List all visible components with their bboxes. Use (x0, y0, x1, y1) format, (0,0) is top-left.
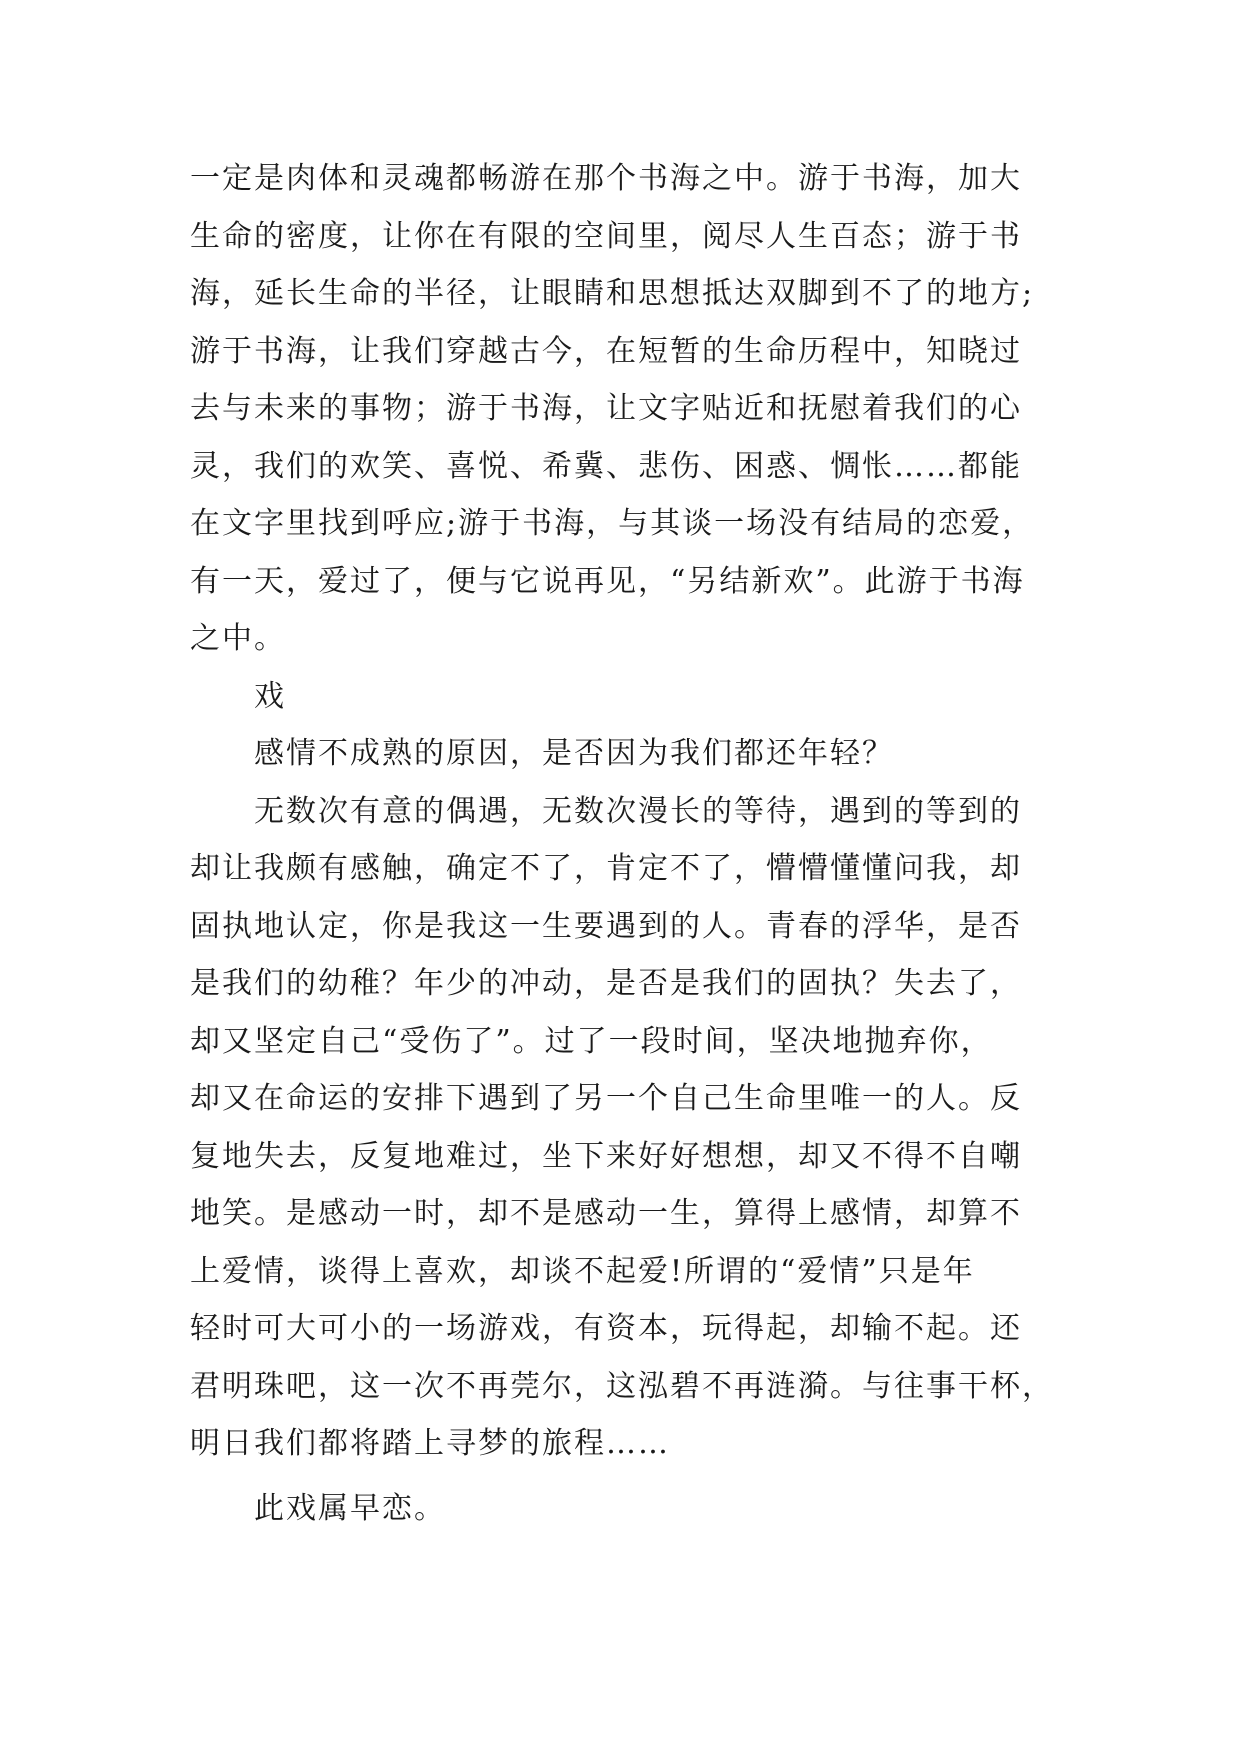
text-line: 在文字里找到呼应;游于书海，与其谈一场没有结局的恋爱， (190, 506, 1035, 541)
body-text (190, 150, 1070, 1537)
text-line: 上爱情，谈得上喜欢，却谈不起爱!所谓的“爱情”只是年 (190, 1253, 975, 1289)
text-line: 一定是肉体和灵魂都畅游在那个书海之中。游于书海，加大 (190, 161, 1022, 196)
paragraph-start: 无数次有意的偶遇，无数次漫长的等待，遇到的等到的 (254, 793, 1022, 829)
text-line: 游于书海，让我们穿越古今，在短暂的生命历程中，知晓过 (190, 333, 1022, 369)
text-line: 复地失去，反复地难过，坐下来好好想想，却又不得不自嘲 (190, 1138, 1022, 1174)
text-line: 却又在命运的安排下遇到了另一个自己生命里唯一的人。反 (190, 1081, 1022, 1116)
text-line: 轻时可大可小的一场游戏，有资本，玩得起，却输不起。还 (190, 1311, 1022, 1346)
text-line: 却又坚定自己“受伤了”。过了一段时间，坚决地抛弃你， (190, 1023, 993, 1059)
text-line: 是我们的幼稚？年少的冲动，是否是我们的固执？失去了， (190, 966, 1022, 1001)
text-line: 去与未来的事物；游于书海，让文字贴近和抚慰着我们的心 (190, 391, 1022, 426)
text-line: 固执地认定，你是我这一生要遇到的人。青春的浮华，是否 (190, 908, 1022, 944)
text-line: 君明珠吧，这一次不再莞尔，这泓碧不再涟漪。与往事干杯， (190, 1368, 1054, 1404)
text-line: 有一天，爱过了，便与它说再见，“另结新欢”。此游于书海 (190, 563, 1025, 599)
text-line: 地笑。是感动一时，却不是感动一生，算得上感情，却算不 (190, 1196, 1022, 1231)
text-line: 之中。 (190, 621, 286, 656)
text-line: 却让我颇有感触，确定不了，肯定不了，懵懵懂懂问我，却 (190, 851, 1022, 886)
text-line: 明日我们都将踏上寻梦的旅程…… (190, 1426, 670, 1461)
paragraph-start: 感情不成熟的原因，是否因为我们都还年轻？ (254, 736, 894, 771)
text-line: 灵，我们的欢笑、喜悦、希冀、悲伤、困惑、惆怅……都能 (190, 448, 1022, 484)
text-line: 生命的密度，让你在有限的空间里，阅尽人生百态；游于书 (190, 218, 1022, 254)
text-line: 海，延长生命的半径，让眼睛和思想抵达双脚到不了的地方; (190, 276, 1035, 311)
section-heading: 戏 (254, 678, 286, 714)
paragraph-start: 此戏属早恋。 (254, 1490, 446, 1526)
